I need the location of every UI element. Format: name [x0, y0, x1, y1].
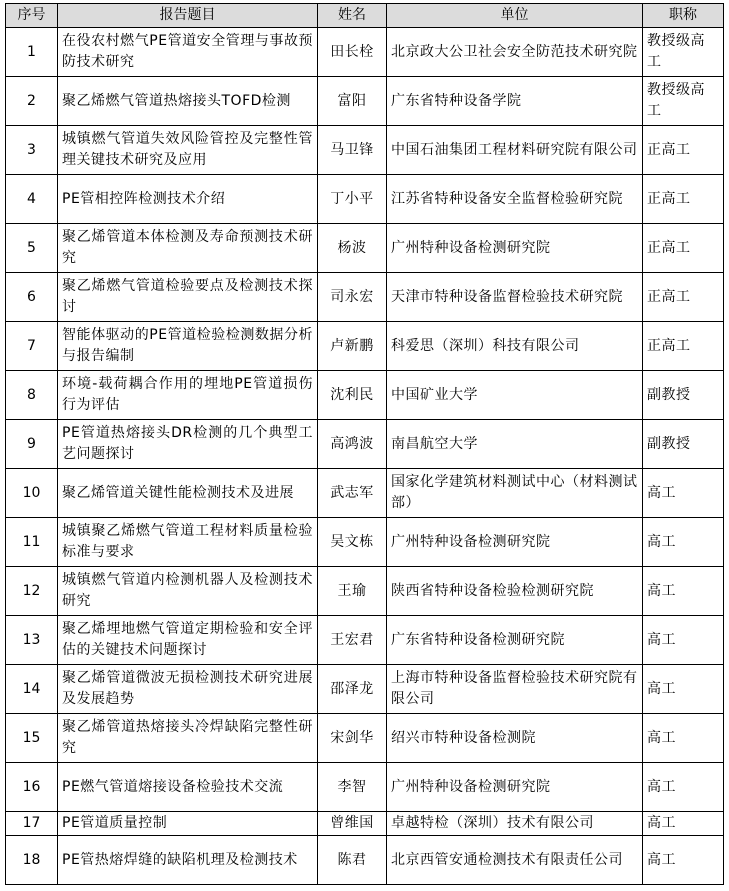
- speaker-name: 司永宏: [318, 273, 387, 322]
- table-row: [6, 665, 724, 714]
- speaker-name: 曾维国: [318, 812, 387, 836]
- row-number: 3: [6, 126, 58, 175]
- report-title: 聚乙烯燃气管道热熔接头TOFD检测: [58, 77, 318, 126]
- job-title: 正高工: [643, 126, 724, 175]
- table-row: [6, 518, 724, 567]
- report-title: PE管相控阵检测技术介绍: [58, 175, 318, 224]
- report-title: 聚乙烯管道微波无损检测技术研究进展及发展趋势: [58, 665, 318, 714]
- header-rank: 职称: [643, 4, 724, 28]
- organization: 陕西省特种设备检验检测研究院: [387, 567, 643, 616]
- table-row: [6, 224, 724, 273]
- organization: 广州特种设备检测研究院: [387, 224, 643, 273]
- speaker-name: 丁小平: [318, 175, 387, 224]
- table-row: [6, 812, 724, 836]
- table-row: [6, 28, 724, 77]
- report-table: [5, 3, 724, 885]
- row-number: 13: [6, 616, 58, 665]
- organization: 天津市特种设备监督检验技术研究院: [387, 273, 643, 322]
- speaker-name: 邵泽龙: [318, 665, 387, 714]
- report-title: 聚乙烯管道关键性能检测技术及进展: [58, 469, 318, 518]
- table-row: [6, 371, 724, 420]
- report-title: 聚乙烯管道本体检测及寿命预测技术研究: [58, 224, 318, 273]
- speaker-name: 吴文栋: [318, 518, 387, 567]
- report-title: 环境-载荷耦合作用的埋地PE管道损伤行为评估: [58, 371, 318, 420]
- table-row: [6, 77, 724, 126]
- row-number: 5: [6, 224, 58, 273]
- report-title: PE管道质量控制: [58, 812, 318, 836]
- table-row: [6, 616, 724, 665]
- organization: 广州特种设备检测研究院: [387, 763, 643, 812]
- organization: 南昌航空大学: [387, 420, 643, 469]
- report-title: 智能体驱动的PE管道检验检测数据分析与报告编制: [58, 322, 318, 371]
- row-number: 16: [6, 763, 58, 812]
- table-row: [6, 836, 724, 885]
- row-number: 7: [6, 322, 58, 371]
- speaker-name: 杨波: [318, 224, 387, 273]
- row-number: 9: [6, 420, 58, 469]
- report-table-container: [5, 3, 724, 885]
- table-row: [6, 126, 724, 175]
- organization: 广东省特种设备检测研究院: [387, 616, 643, 665]
- job-title: 高工: [643, 836, 724, 885]
- header-title: 报告题目: [58, 4, 318, 28]
- speaker-name: 马卫锋: [318, 126, 387, 175]
- report-title: 聚乙烯燃气管道检验要点及检测技术探讨: [58, 273, 318, 322]
- organization: 中国矿业大学: [387, 371, 643, 420]
- organization: 广州特种设备检测研究院: [387, 518, 643, 567]
- job-title: 高工: [643, 518, 724, 567]
- table-row: [6, 469, 724, 518]
- report-title: 城镇燃气管道内检测机器人及检测技术研究: [58, 567, 318, 616]
- row-number: 2: [6, 77, 58, 126]
- report-title: 聚乙烯埋地燃气管道定期检验和安全评估的关键技术问题探讨: [58, 616, 318, 665]
- header-row: [6, 4, 724, 28]
- header-no: 序号: [6, 4, 58, 28]
- job-title: 高工: [643, 665, 724, 714]
- row-number: 10: [6, 469, 58, 518]
- organization: 卓越特检（深圳）技术有限公司: [387, 812, 643, 836]
- job-title: 正高工: [643, 322, 724, 371]
- table-row: [6, 273, 724, 322]
- header-unit: 单位: [387, 4, 643, 28]
- job-title: 正高工: [643, 224, 724, 273]
- speaker-name: 高鸿波: [318, 420, 387, 469]
- table-row: [6, 763, 724, 812]
- speaker-name: 武志军: [318, 469, 387, 518]
- row-number: 12: [6, 567, 58, 616]
- table-row: [6, 175, 724, 224]
- speaker-name: 王瑜: [318, 567, 387, 616]
- report-title: PE管热熔焊缝的缺陷机理及检测技术: [58, 836, 318, 885]
- job-title: 副教授: [643, 371, 724, 420]
- organization: 上海市特种设备监督检验技术研究院有限公司: [387, 665, 643, 714]
- job-title: 教授级高工: [643, 28, 724, 77]
- row-number: 1: [6, 28, 58, 77]
- row-number: 8: [6, 371, 58, 420]
- report-title: 城镇燃气管道失效风险管控及完整性管理关键技术研究及应用: [58, 126, 318, 175]
- job-title: 高工: [643, 812, 724, 836]
- speaker-name: 卢新鹏: [318, 322, 387, 371]
- speaker-name: 李智: [318, 763, 387, 812]
- job-title: 高工: [643, 714, 724, 763]
- job-title: 高工: [643, 763, 724, 812]
- speaker-name: 沈利民: [318, 371, 387, 420]
- report-title: PE燃气管道熔接设备检验技术交流: [58, 763, 318, 812]
- organization: 北京政大公卫社会安全防范技术研究院: [387, 28, 643, 77]
- organization: 北京西管安通检测技术有限责任公司: [387, 836, 643, 885]
- job-title: 高工: [643, 616, 724, 665]
- row-number: 17: [6, 812, 58, 836]
- row-number: 15: [6, 714, 58, 763]
- table-row: [6, 420, 724, 469]
- speaker-name: 王宏君: [318, 616, 387, 665]
- report-title: 城镇聚乙烯燃气管道工程材料质量检验标准与要求: [58, 518, 318, 567]
- report-title: PE管道热熔接头DR检测的几个典型工艺问题探讨: [58, 420, 318, 469]
- organization: 广东省特种设备学院: [387, 77, 643, 126]
- row-number: 4: [6, 175, 58, 224]
- job-title: 正高工: [643, 175, 724, 224]
- organization: 国家化学建筑材料测试中心（材料测试部）: [387, 469, 643, 518]
- job-title: 高工: [643, 469, 724, 518]
- report-title: 在役农村燃气PE管道安全管理与事故预防技术研究: [58, 28, 318, 77]
- row-number: 6: [6, 273, 58, 322]
- organization: 中国石油集团工程材料研究院有限公司: [387, 126, 643, 175]
- organization: 科爱思（深圳）科技有限公司: [387, 322, 643, 371]
- header-name: 姓名: [318, 4, 387, 28]
- speaker-name: 富阳: [318, 77, 387, 126]
- organization: 江苏省特种设备安全监督检验研究院: [387, 175, 643, 224]
- organization: 绍兴市特种设备检测院: [387, 714, 643, 763]
- row-number: 18: [6, 836, 58, 885]
- job-title: 教授级高工: [643, 77, 724, 126]
- speaker-name: 陈君: [318, 836, 387, 885]
- report-title: 聚乙烯管道热熔接头冷焊缺陷完整性研究: [58, 714, 318, 763]
- table-row: [6, 714, 724, 763]
- job-title: 正高工: [643, 273, 724, 322]
- table-row: [6, 322, 724, 371]
- speaker-name: 宋剑华: [318, 714, 387, 763]
- table-body: [6, 28, 724, 885]
- row-number: 14: [6, 665, 58, 714]
- row-number: 11: [6, 518, 58, 567]
- speaker-name: 田长栓: [318, 28, 387, 77]
- job-title: 副教授: [643, 420, 724, 469]
- job-title: 高工: [643, 567, 724, 616]
- table-row: [6, 567, 724, 616]
